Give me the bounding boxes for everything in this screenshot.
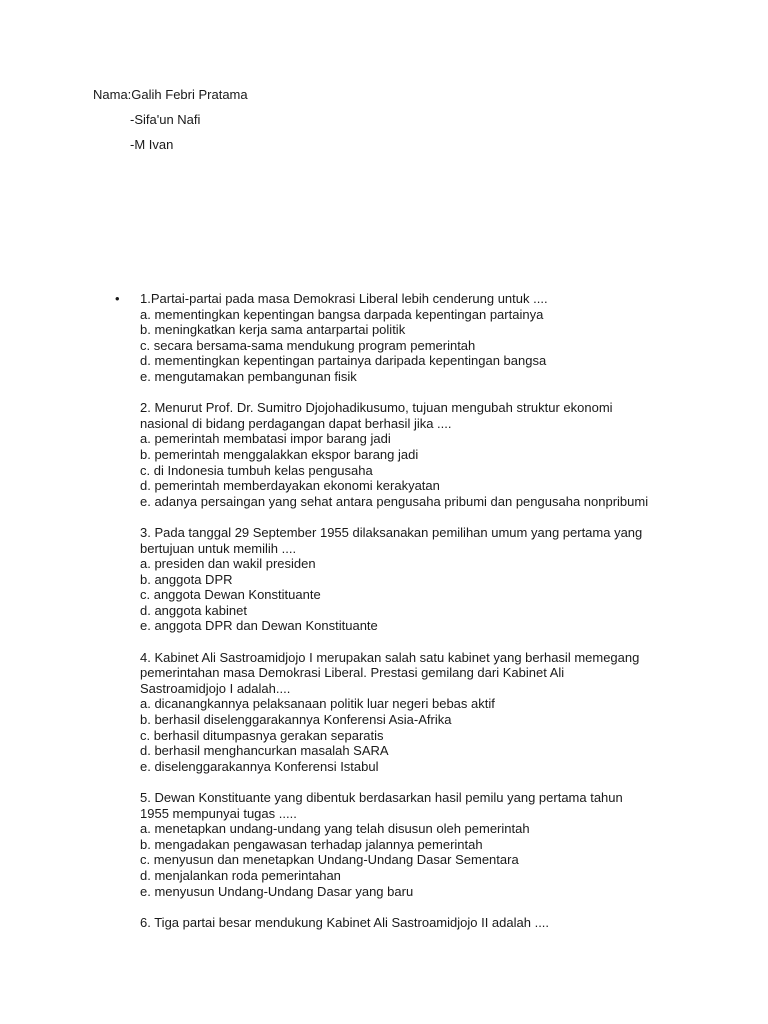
question-list bbox=[115, 291, 740, 946]
answer-option: d. mementingkan kepentingan partainya daripada kepentingan bangsa bbox=[140, 353, 547, 369]
answer-option: e. mengutamakan pembangunan fisik bbox=[140, 368, 357, 384]
question-block bbox=[140, 525, 740, 634]
question-text: 3. Pada tanggal 29 September 1955 dilaksanakan pemilihan umum yang pertama yang bbox=[140, 524, 643, 540]
questions-container bbox=[140, 291, 740, 930]
question-text: 6. Tiga partai besar mendukung Kabinet Ali Sastroamidjojo II adalah .... bbox=[140, 914, 550, 930]
bullet-icon: • bbox=[115, 291, 120, 306]
answer-option: a. dicanangkannya pelaksanaan politik luar negeri bebas aktif bbox=[140, 696, 495, 712]
answer-option: a. mementingkan kepentingan bangsa darpada kepentingan partainya bbox=[140, 306, 544, 322]
question-text: 4. Kabinet Ali Sastroamidjojo I merupakan salah satu kabinet yang berhasil memegang bbox=[140, 649, 640, 665]
answer-option: a. presiden dan wakil presiden bbox=[140, 556, 316, 572]
question-text: pemerintahan masa Demokrasi Liberal. Prestasi gemilang dari Kabinet Ali bbox=[140, 665, 565, 681]
answer-option: d. pemerintah memberdayakan ekonomi kerakyatan bbox=[140, 478, 440, 494]
question-text: nasional di bidang perdagangan dapat berhasil jika .... bbox=[140, 415, 452, 431]
question-text: 1.Partai-partai pada masa Demokrasi Liberal lebih cenderung untuk .... bbox=[140, 291, 548, 306]
question-text: 1955 mempunyai tugas ..... bbox=[140, 805, 297, 821]
answer-option: b. anggota DPR bbox=[140, 571, 233, 587]
answer-option: b. pemerintah menggalakkan ekspor barang jadi bbox=[140, 446, 419, 462]
answer-option: d. berhasil menghancurkan masalah SARA bbox=[140, 743, 389, 759]
answer-option: c. secara bersama-sama mendukung program pemerintah bbox=[140, 337, 476, 353]
question-text: 2. Menurut Prof. Dr. Sumitro Djojohadikusumo, tujuan mengubah struktur ekonomi bbox=[140, 400, 613, 416]
answer-option: c. di Indonesia tumbuh kelas pengusaha bbox=[140, 462, 373, 478]
question-text: bertujuan untuk memilih .... bbox=[140, 540, 297, 556]
answer-option: c. anggota Dewan Konstituante bbox=[140, 587, 321, 603]
name-line: Nama:Galih Febri Pratama bbox=[93, 87, 248, 102]
answer-option: d. menjalankan roda pemerintahan bbox=[140, 867, 341, 883]
question-block bbox=[140, 291, 740, 385]
question-block bbox=[140, 400, 740, 509]
answer-option: a. pemerintah membatasi impor barang jadi bbox=[140, 431, 391, 447]
answer-option: e. diselenggarakannya Konferensi Istabul bbox=[140, 758, 379, 774]
answer-option: d. anggota kabinet bbox=[140, 602, 247, 618]
answer-option: b. mengadakan pengawasan terhadap jalannya pemerintah bbox=[140, 836, 483, 852]
question-text: 5. Dewan Konstituante yang dibentuk berdasarkan hasil pemilu yang pertama tahun bbox=[140, 790, 623, 805]
answer-option: e. menyusun Undang-Undang Dasar yang baru bbox=[140, 883, 414, 899]
question-block bbox=[140, 915, 740, 931]
answer-option: b. berhasil diselenggarakannya Konferensi Asia-Afrika bbox=[140, 712, 452, 728]
question-text: Sastroamidjojo I adalah.... bbox=[140, 680, 291, 696]
answer-option: e. adanya persaingan yang sehat antara pengusaha pribumi dan pengusaha nonpribumi bbox=[140, 493, 649, 509]
member-line: -Sifa'un Nafi bbox=[130, 112, 201, 127]
question-block bbox=[140, 650, 740, 775]
member-line: -M Ivan bbox=[130, 137, 174, 152]
answer-option: c. menyusun dan menetapkan Undang-Undang Dasar Sementara bbox=[140, 852, 519, 868]
header-block bbox=[93, 87, 248, 162]
question-block bbox=[140, 790, 740, 899]
answer-option: c. berhasil ditumpasnya gerakan separatis bbox=[140, 727, 384, 743]
answer-option: a. menetapkan undang-undang yang telah disusun oleh pemerintah bbox=[140, 821, 530, 837]
answer-option: e. anggota DPR dan Dewan Konstituante bbox=[140, 618, 378, 634]
answer-option: b. meningkatkan kerja sama antarpartai politik bbox=[140, 322, 406, 338]
